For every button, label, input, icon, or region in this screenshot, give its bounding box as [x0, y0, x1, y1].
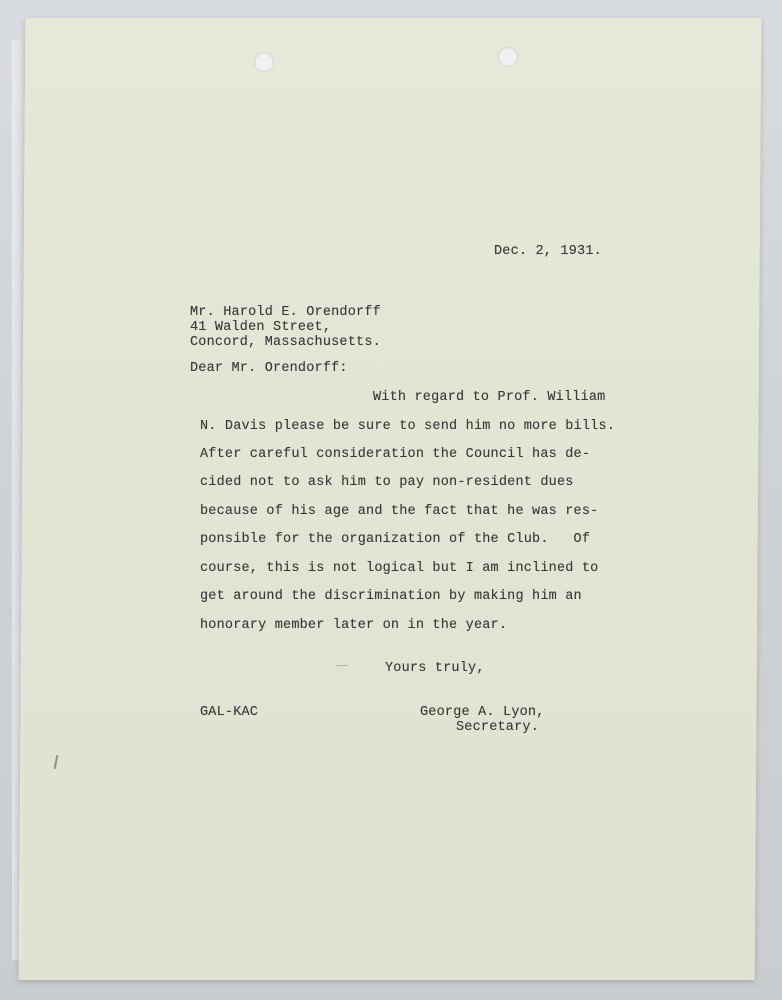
body-line-9: honorary member later on in the year.	[200, 618, 508, 633]
recipient-name: Mr. Harold E. Orendorff	[190, 305, 381, 320]
letter-sheet	[19, 18, 762, 980]
recipient-street: 41 Walden Street,	[190, 320, 332, 335]
body-line-1: With regard to Prof. William	[373, 390, 606, 405]
body-line-7: course, this is not logical but I am inclined to	[200, 561, 599, 576]
paper-edge-highlight	[12, 40, 24, 960]
body-line-2: N. Davis please be sure to send him no more bills.	[200, 419, 616, 434]
closing: Yours truly,	[385, 661, 485, 676]
body-line-3: After careful consideration the Council has de-	[200, 447, 591, 462]
reference-initials: GAL-KAC	[200, 705, 259, 720]
punch-hole-right	[498, 47, 518, 67]
body-line-6: ponsible for the organization of the Club. Of	[200, 532, 591, 547]
salutation: Dear Mr. Orendorff:	[190, 361, 348, 376]
punch-hole-left	[254, 52, 274, 72]
recipient-city: Concord, Massachusetts.	[190, 335, 381, 350]
signer-name: George A. Lyon,	[420, 705, 545, 720]
body-line-5: because of his age and the fact that he was res-	[200, 504, 599, 519]
signer-title: Secretary.	[456, 720, 540, 735]
body-line-8: get around the discrimination by making him an	[200, 589, 582, 604]
letter-date: Dec. 2, 1931.	[494, 244, 602, 259]
body-line-4: cided not to ask him to pay non-resident dues	[200, 475, 574, 490]
faint-paper-mark	[336, 665, 348, 666]
